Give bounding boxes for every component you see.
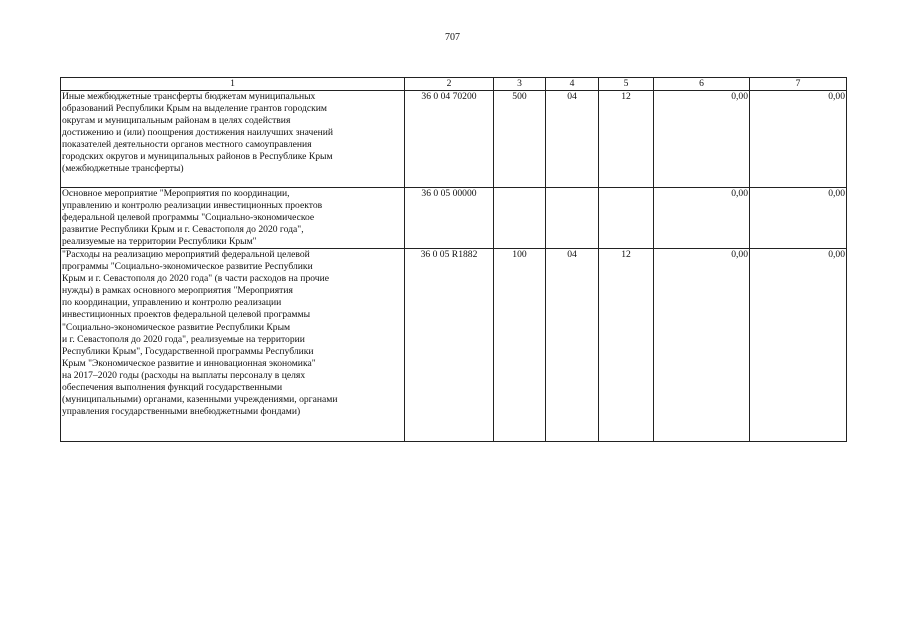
budget-code: 36 0 05 00000: [405, 188, 494, 249]
description-line: обеспечения выполнения функций государственными: [62, 381, 283, 393]
row-description: [61, 91, 405, 188]
description-line: показателей деятельности органов местного самоуправления: [62, 139, 312, 151]
amount-col-7: 0,00: [750, 249, 847, 442]
section-code: 04: [546, 249, 599, 442]
column-header-7: 7: [750, 78, 847, 91]
expense-type: 500: [494, 91, 546, 188]
description-line: программы "Социально-экономическое развитие Республики: [62, 261, 313, 273]
section-code: [546, 188, 599, 249]
description-line: Иные межбюджетные трансферты бюджетам муниципальных: [62, 91, 316, 102]
description-line: "Социально-экономическое развитие Республики Крым: [62, 321, 291, 333]
amount-col-7: 0,00: [750, 91, 847, 188]
description-line: "Расходы на реализацию мероприятий федеральной целевой: [62, 249, 310, 261]
subsection-code: [599, 188, 654, 249]
table-row: [61, 188, 847, 249]
description-line: нужды) в рамках основного мероприятия "Мероприятия: [62, 285, 293, 297]
description-line: образований Республики Крым на выделение грантов городским: [62, 103, 327, 115]
budget-code: 36 0 04 70200: [405, 91, 494, 188]
row-description: [61, 249, 405, 442]
amount-col-6: 0,00: [654, 249, 750, 442]
description-line: Основное мероприятие "Мероприятия по координации,: [62, 188, 290, 199]
description-line: на 2017–2020 годы (расходы на выплаты персоналу в целях: [62, 369, 306, 381]
amount-col-6: 0,00: [654, 188, 750, 249]
description-line: реализуемые на территории Республики Крым": [62, 236, 257, 248]
page-number: 707: [445, 32, 460, 43]
amount-col-7: 0,00: [750, 188, 847, 249]
column-header-6: 6: [654, 78, 750, 91]
table-row: [61, 91, 847, 188]
description-line: (муниципальными) органами, казенными учреждениями, органами: [62, 393, 338, 405]
description-line: инвестиционных проектов федеральной целевой программы: [62, 309, 311, 321]
header-row: [61, 78, 847, 91]
budget-table: [60, 77, 847, 442]
amount-col-6: 0,00: [654, 91, 750, 188]
description-line: и г. Севастополя до 2020 года", реализуемые на территории: [62, 333, 305, 345]
description-line: развитие Республики Крым и г. Севастополя до 2020 года",: [62, 224, 304, 236]
description-line: управления государственными внебюджетными фондами): [62, 405, 301, 417]
budget-code: 36 0 05 R1882: [405, 249, 494, 442]
row-description: [61, 188, 405, 249]
column-header-2: 2: [405, 78, 494, 91]
column-header-3: 3: [494, 78, 546, 91]
expense-type: [494, 188, 546, 249]
column-header-1: 1: [61, 78, 405, 91]
description-line: Республики Крым", Государственной программы Республики: [62, 345, 314, 357]
description-line: (межбюджетные трансферты): [62, 163, 184, 175]
description-line: Крым и г. Севастополя до 2020 года" (в части расходов на прочие: [62, 273, 330, 285]
description-line: городских округов и муниципальных районов в Республике Крым: [62, 151, 333, 163]
subsection-code: 12: [599, 91, 654, 188]
expense-type: 100: [494, 249, 546, 442]
description-line: достижению и (или) поощрения достижения наилучших значений: [62, 127, 333, 139]
section-code: 04: [546, 91, 599, 188]
description-line: округам и муниципальным районам в целях содействия: [62, 115, 291, 127]
description-line: по координации, управлению и контролю реализации: [62, 297, 282, 309]
column-header-4: 4: [546, 78, 599, 91]
description-line: Крым "Экономическое развитие и инновационная экономика": [62, 357, 316, 369]
description-line: управлению и контролю реализации инвестиционных проектов: [62, 200, 323, 212]
description-line: федеральной целевой программы "Социально-экономическое: [62, 212, 315, 224]
table-row: [61, 249, 847, 442]
column-header-5: 5: [599, 78, 654, 91]
subsection-code: 12: [599, 249, 654, 442]
